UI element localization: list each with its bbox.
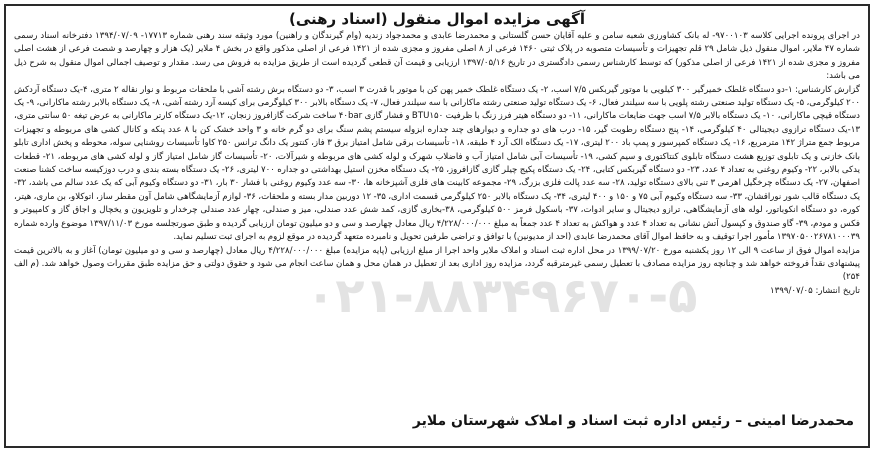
paragraph-expert-report: گزارش کارشناس: ۱-دو دستگاه غلطک خمیرگیر ۳۰۰ کیلویی با موتور گیربکس ۷/۵ اسب، ۲- یک دستگاه غلطک خمیر پهن کن با موتور با قدرت ۳ اسب، ۳- دو دستگاه برش رشته آشی با ملحقات مربوط و نوار نقاله ۲ متری، ۴-یک دستگاه آردکش ۲۰۰ کیلوگرمی، ۵- یک دستگاه تولید صنعتی رشته پلویی با سه سیلندر فعال، ۶- یک دستگاه تولید صنعتی رشته ماکارانی با سه سیلندر فعال، ۷- یک دستگاه بالابر ۳۰۰ کیلوگرمی برای کیسه آرد رشته آشی، ۸- یک دستگاه بالابر رشته ماکارانی، ۹- یک دستگاه قیچی ماکارانی، ۱۰- یک دستگاه بالابر ۷/۵ اسب جهت ضایعات ماکارانی، ۱۱- دو دستگاه هیتر فرز زنگ با ظرفیت BTU۱۵۰ و فشار گازی ۴۰bar ساخت شرکت گازافروز زنجان، ۱۲-یک دستگاه کارتر ماکارانی به عرض تیغه ۵۰ سانتی متری، ۱۳-یک دستگاه ترازوی دیجیتالی ۴۰ کیلوگرمی، ۱۴- پنج دستگاه رطوبت گیر، ۱۵- درب های دو جداره و دیوارهای چند جداره ابزوله سیستم پشم سنگ برای دو گرم خانه و ۳ واحد خشک کن با ۸ عدد پنکه و کانال کشی های مربوطه و تجهیزات مربوط جمع متراژ ۱۴۲ مترمربع، ۱۶- یک دستگاه کمپرسور و پمپ باد ۲۰۰ لیتری، ۱۷- یک دستگاه الک آرد ۴ طبقه، ۱۸- تأسیسات برقی شامل امتیاز برق ۳ فاز، کنتور یک دانگ ترانس ۲۵۰ کاوا تأسیسات روشنایی سوله، محوطه و پخش اداری تابلو بانک خازنی و یک تابلوی توزیع هشت دستگاه تابلوی کنتاکتوری و سیم کشی، ۱۹- تأسیسات آبی شامل امتیاز آب و فاضلاب شهرک و لوله کشی های مربوطه و شیرآلات، ۲۰- تأسیسات گاز شامل امتیاز گاز و لوله کشی های مربوطه، ۲۱- قطعات یدکی بالابر، ۲۲- وکیوم روغنی به تعداد ۴ عدد، ۲۳- دو دستگاه گیربکس کتابی، ۲۴- یک دستگاه پکیج چیلر گازی گازافروز، ۲۵- یک دستگاه مخزن استیل بهداشتی دو جداره ۷۰۰ لیتری، ۲۶- یک دستگاه بسته بندی و درب دوزکیسه ساخت کشنا صنعت اصفهان، ۲۷- یک دستگاه چرخگیل اهرمی ۳ تنی بالای دستگاه تولید، ۲۸- سه عدد پالت فلزی بزرگ، ۲۹- مجموعه کابینت های فلزی آشپزخانه ها، ۳۰- سه عدد وکیوم روغنی با فشار ۳۰ بار، ۳۱- دو دستگاه وکیوم آبی که یک عدد سالم می باشد، ۳۲- یک دستگاه قالب شور نوراقشان، ۳۳- سه دستگاه وکیوم آبی ۷۵ و ۱۵۰ و ۴۰۰ لیتری، ۳۴- یک دستگاه بالابر ۲۵۰ کیلوگرمی قسمت اداری، ۳۵- ۱۲ دوربین مدار بسته و ملحقات، ۳۶- لوازم آزمایشگاهی شامل آون مقطر ساز، اتوکلاو، بن ماری، هیتر، کوره، دو دستگاه انکوباتور، لوله های آزمایشگاهی، ترازو دیجیتال و سایر ادوات، ۳۷- باسکول فرمز ۵۰۰ کیلوگرمی، ۳۸-بخاری گازی، کمد شش عدد صندلی، میز و صندلی، چهار عدد صندلی چرخدار و تلویزیون و یخچال و اجاق گاز و کامپیوتر و فکس و مودم، ۳۹- گاو صندوق و کپسول آتش نشانی به تعداد ۴ عدد و هواکش به تعداد ۴ عدد جمعاً به مبلغ ۴/۲۲۸/۰۰۰/۰۰۰ ریال معادل چهارصد و سی و دو میلیون تومان ارزیابی گردیده و طبق صورتجلسه مورخ ۱۳۹۷/۱۱/۰۳ موضوع وارده شماره ۱۳۹۷۰۵۰۰۲۶۷۸۱۰۰۰۳۹ مأمور اجرا توقیف و به حافظ اموال آقای محمدرضا عابدی (احد از مدیونین) با توافق و تراضی طرفین تحویل و نامبرده متعهد گردیده در موقع لزوم به اجرای ثبت تسلیم نماید. — [14, 84, 861, 243]
paragraph-case-details: در اجرای پرونده اجرایی کلاسه ۹۷۰۰۱۰۳- له بانک کشاورزی شعبه سامن و علیه آقایان حسن گلستانی و محمدرضا عابدی و محمدجواد زندیه (وام گیرندگان و راهنین) مورد وثیقه سند رهنی شماره ۱۷۷۱۳- ۱۳۹۴/۰۷/۰۹ دفترخانه اسناد رسمی شماره ۴۷ ملایر، اموال منقول ذیل شامل ۲۹ قلم تجهیزات و تأسیسات متصوبه در پلاک ثبتی ۱۴۶۰ فرعی از ۸ اصلی مفروز و مجزی شده از ۱۴۲۱ فرعی از اصلی مذکور واقع در بخش ۴ ملایر (یک هزار و چهارصد و شصت فرعی از هشت اصلی مفروز و مجزی شده از ۱۴۲۱ فرعی از اصلی مذکور) که توسط کارشناس رسمی دادگستری در تاریخ ۱۳۹۷/۰۵/۱۶ ارزیابی و قیمت آن قطعی گردیده است از طریق مزایده به فروش می رسد. مقدار و توصیف اجمالی اموال منقول به شرح ذیل می باشد: — [14, 31, 861, 82]
phone-watermark: ۰۲۱-۸۸۳۴۹۶۷۰-۵ — [306, 268, 698, 324]
paragraph-auction-terms: مزایده اموال فوق از ساعت ۹ الی ۱۲ روز یکشنبه مورخ ۱۳۹۹/۰۷/۲۰ در محل اداره ثبت اسناد و املاک ملایر واحد اجرا از مبلغ ارزیابی (پایه مزایده) مبلغ ۴/۲۲۸/۰۰۰/۰۰۰ ریال معادل (چهارصد و سی و دو میلیون تومان) آغاز و به بالاترین قیمت پیشنهادی نقداً فروخته خواهد شد و چنانچه روز مزایده مصادف با تعطیل رسمی غیرمترقبه گردد، مزایده روز اداری بعد از تعطیل در همان محل و همان ساعت انجام می شود و حقوق دولتی و حق مزایده طبق مقررات وصول خواهد شد. (م الف ۲۵۴) — [14, 245, 860, 283]
notice-body — [6, 30, 868, 285]
publication-date: تاریخ انتشار: ۱۳۹۹/۰۷/۰۵ — [770, 285, 860, 296]
signature-line: محمدرضا امینی – رئیس اداره ثبت اسناد و املاک شهرستان ملایر — [412, 413, 854, 429]
notice-title: آگهی مزایده اموال منقول (اسناد رهنی) — [289, 10, 585, 28]
notice-page — [4, 4, 870, 448]
